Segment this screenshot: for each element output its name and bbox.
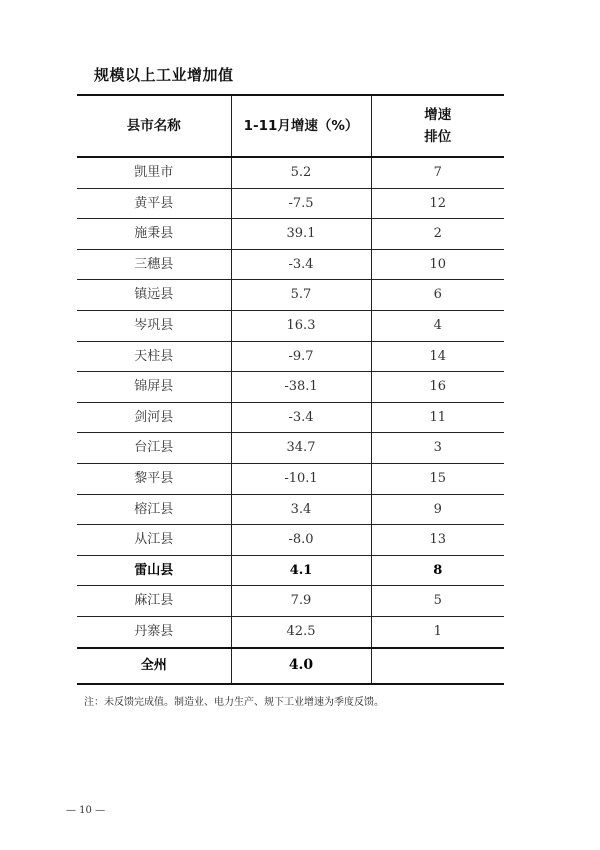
cell-growth: 16.3: [231, 310, 371, 341]
cell-growth: 5.2: [231, 157, 371, 188]
page-title: 规模以上工业增加值: [94, 66, 234, 84]
cell-rank: 8: [371, 555, 504, 586]
cell-growth: -3.4: [231, 402, 371, 433]
page-number: — 10 —: [66, 805, 106, 816]
cell-county: 岑巩县: [77, 310, 231, 341]
table-row-highlighted: [77, 555, 504, 586]
cell-county: 黄平县: [77, 188, 231, 219]
cell-rank: 7: [371, 157, 504, 188]
total-growth: 4.0: [231, 648, 371, 684]
cell-rank: 5: [371, 586, 504, 617]
table-row: [77, 249, 504, 280]
cell-county: 榕江县: [77, 494, 231, 525]
table-row: [77, 280, 504, 311]
cell-county: 镇远县: [77, 280, 231, 311]
cell-county: 剑河县: [77, 402, 231, 433]
cell-county: 丹寨县: [77, 616, 231, 647]
cell-rank: 10: [371, 249, 504, 280]
cell-county: 锦屏县: [77, 372, 231, 403]
table-row: [77, 586, 504, 617]
table-row: [77, 463, 504, 494]
cell-growth: 7.9: [231, 586, 371, 617]
cell-growth: 42.5: [231, 616, 371, 647]
table-row: [77, 310, 504, 341]
cell-county: 雷山县: [77, 555, 231, 586]
table-row: [77, 219, 504, 250]
cell-rank: 12: [371, 188, 504, 219]
cell-growth: 39.1: [231, 219, 371, 250]
cell-county: 麻江县: [77, 586, 231, 617]
table-row: [77, 402, 504, 433]
table-row: [77, 341, 504, 372]
cell-rank: 6: [371, 280, 504, 311]
table-row: [77, 616, 504, 647]
table-footnote: 注：未反馈完成值。制造业、电力生产、规下工业增速为季度反馈。: [84, 697, 384, 708]
cell-county: 黎平县: [77, 463, 231, 494]
cell-rank: 2: [371, 219, 504, 250]
table-row: [77, 157, 504, 188]
cell-growth: 3.4: [231, 494, 371, 525]
header-rank: [371, 95, 504, 157]
cell-rank: 11: [371, 402, 504, 433]
header-rank-line2: 排位: [424, 129, 452, 145]
cell-county: 施秉县: [77, 219, 231, 250]
total-label: 全州: [77, 648, 231, 684]
industrial-growth-table: [77, 94, 504, 685]
cell-growth: 34.7: [231, 433, 371, 464]
cell-growth: -38.1: [231, 372, 371, 403]
cell-growth: -7.5: [231, 188, 371, 219]
cell-county: 台江县: [77, 433, 231, 464]
table-row: [77, 188, 504, 219]
cell-county: 凯里市: [77, 157, 231, 188]
table-total-row: [77, 648, 504, 684]
header-growth: 1-11月增速（%）: [231, 95, 371, 157]
cell-growth: 5.7: [231, 280, 371, 311]
cell-rank: 15: [371, 463, 504, 494]
cell-county: 天柱县: [77, 341, 231, 372]
table-row: [77, 494, 504, 525]
table-row: [77, 525, 504, 556]
total-rank: [371, 648, 504, 684]
cell-rank: 3: [371, 433, 504, 464]
cell-rank: 9: [371, 494, 504, 525]
cell-rank: 16: [371, 372, 504, 403]
cell-growth: -8.0: [231, 525, 371, 556]
table-row: [77, 433, 504, 464]
cell-county: 从江县: [77, 525, 231, 556]
cell-rank: 13: [371, 525, 504, 556]
header-rank-line1: 增速: [424, 107, 452, 123]
cell-rank: 4: [371, 310, 504, 341]
cell-growth: -9.7: [231, 341, 371, 372]
header-county: 县市名称: [77, 95, 231, 157]
table-header-row: [77, 95, 504, 157]
cell-growth: -10.1: [231, 463, 371, 494]
cell-growth: 4.1: [231, 555, 371, 586]
cell-rank: 1: [371, 616, 504, 647]
table-row: [77, 372, 504, 403]
cell-rank: 14: [371, 341, 504, 372]
cell-county: 三穗县: [77, 249, 231, 280]
cell-growth: -3.4: [231, 249, 371, 280]
